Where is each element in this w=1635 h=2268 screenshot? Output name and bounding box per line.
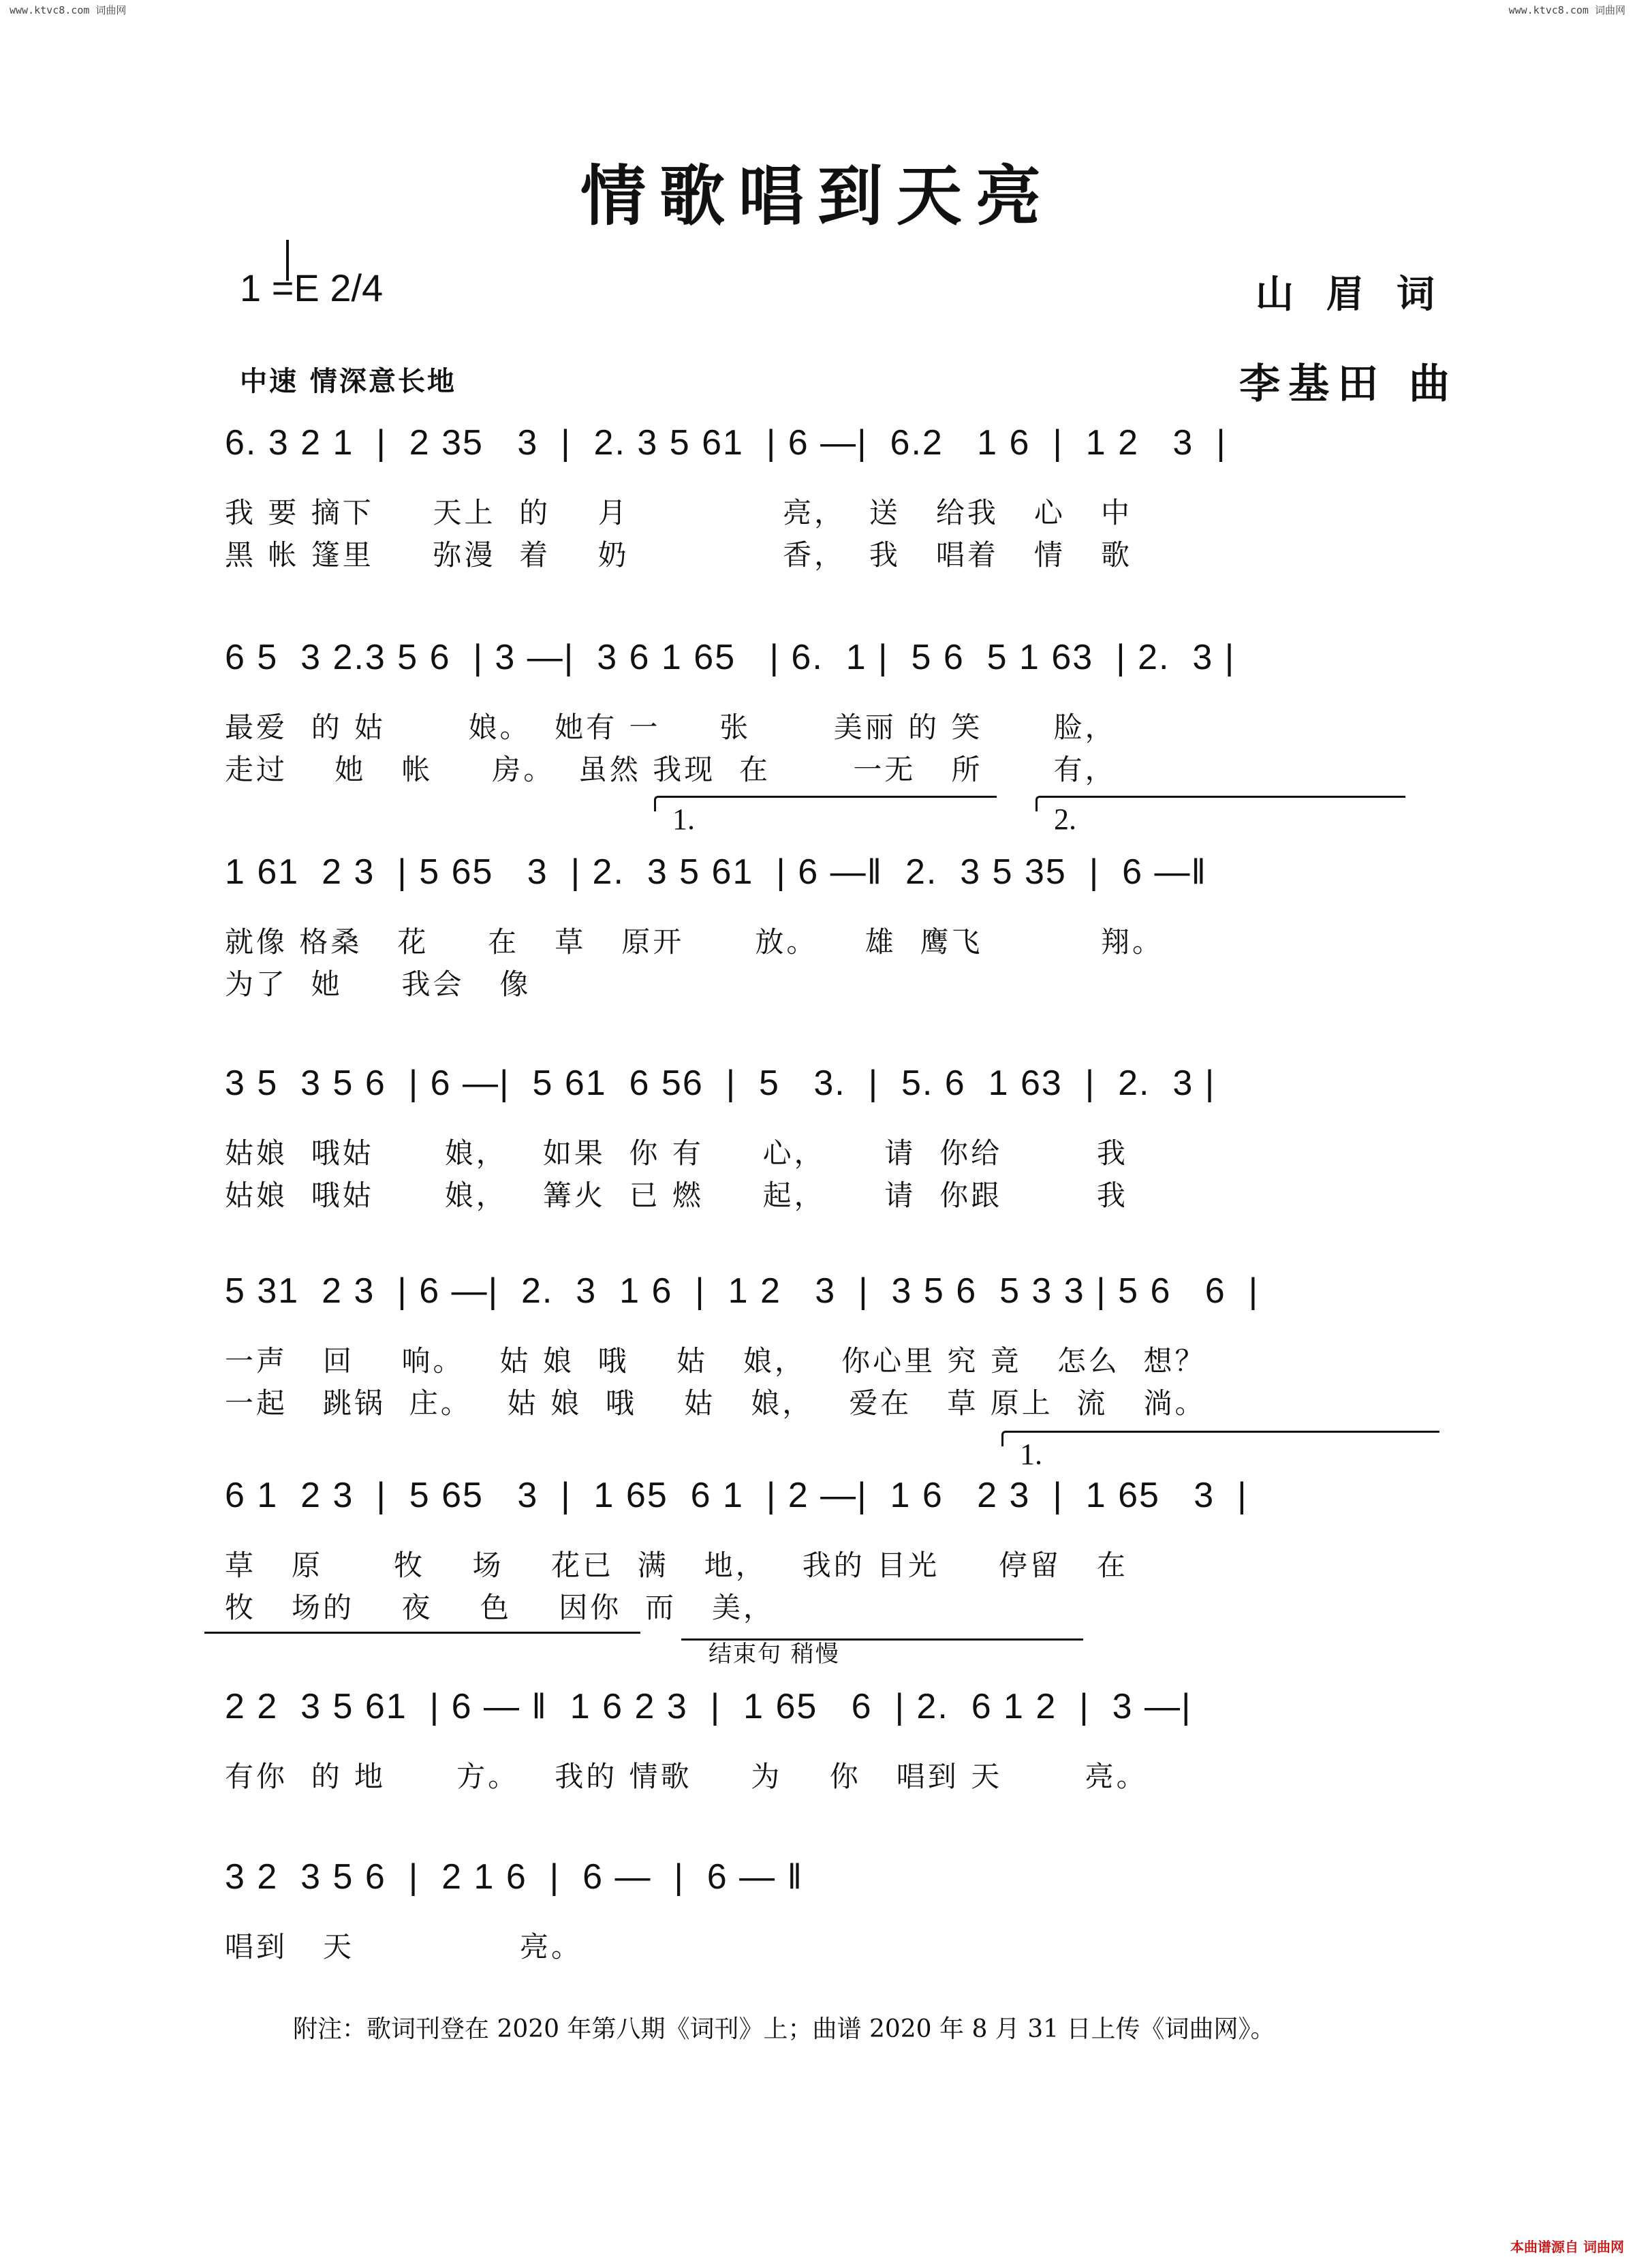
notation-line: 2 2 3 5 61 | 6 — ‖ 1 6 2 3 | 1 65 6 | 2. 6 1 2 | 3 —| — [225, 1687, 1192, 1726]
lyric-verse-1: 一声 回 响。 姑 娘 哦 姑 娘， 你心里 究 竟 怎么 想？ — [225, 1344, 1206, 1378]
site-header-right: www.ktvc8.com 词曲网 — [1508, 4, 1625, 16]
notation-line: 5 31 2 3 | 6 —| 2. 3 1 6 | 1 2 3 | 3 5 6 5 3 3 | 5 6 6 | — [225, 1271, 1260, 1311]
lyric-verse-2: 一起 跳锅 庄。 姑 娘 哦 姑 娘， 爱在 草 原上 流 淌。 — [225, 1386, 1206, 1420]
notation-line: 6 1 2 3 | 5 65 3 | 1 65 6 1 | 2 —| 1 6 2 3 | 1 65 3 | — [225, 1476, 1248, 1515]
volta-label: 1. — [672, 803, 695, 836]
notation-line: 3 5 3 5 6 | 6 —| 5 61 6 56 | 5 3. | 5. 6 1 63 | 2. 3 | — [225, 1063, 1216, 1103]
lyric-verse-2: 黑 帐 篷里 弥漫 着 奶 香， 我 唱着 情 歌 — [225, 538, 1132, 572]
lyric-verse-2: 走过 她 帐 房。 虽然 我现 在 一无 所 有， — [225, 753, 1117, 786]
lyric-verse-1: 唱到 天 亮。 — [225, 1930, 582, 1963]
volta-label: 1. — [1020, 1438, 1042, 1471]
lyric-verse-1: 草 原 牧 场 花已 满 地， 我的 目光 停留 在 — [225, 1549, 1128, 1582]
ending-bracket-left — [204, 1632, 640, 1634]
lyric-verse-1: 有你 的 地 方。 我的 情歌 为 你 唱到 天 亮。 — [225, 1760, 1148, 1793]
first-ending-bracket — [654, 796, 997, 836]
lyric-verse-1: 我 要 摘下 天上 的 月 亮， 送 给我 心 中 — [225, 496, 1132, 529]
lyric-verse-1: 最爱 的 姑 娘。 她有 一 张 美丽 的 笑 脸， — [225, 711, 1117, 744]
key-signature: 1 =E 2/4 — [240, 266, 384, 309]
lyric-verse-1: 姑娘 哦姑 娘， 如果 你 有 心， 请 你给 我 — [225, 1136, 1128, 1170]
lyric-verse-1: 就像 格桑 花 在 草 原开 放。 雄 鹰飞 翔。 — [225, 925, 1164, 959]
composer-credit: 李基田 曲 — [1239, 360, 1458, 408]
lyricist-credit: 山 眉 词 — [1256, 273, 1444, 317]
ending-phrase-label: 结束句 稍慢 — [708, 1641, 840, 1668]
notation-line: 6 5 3 2.3 5 6 | 3 —| 3 6 1 65 | 6. 1 | 5 6 5 1 63 | 2. 3 | — [225, 638, 1236, 677]
site-header-left: www.ktvc8.com 词曲网 — [10, 4, 127, 16]
footnote: 附注：歌词刊登在 2020 年第八期《词刊》上；曲谱 2020 年 8 月 31 日上传《词曲网》。 — [293, 2015, 1275, 2043]
notation-line: 1 61 2 3 | 5 65 3 | 2. 3 5 61 | 6 —‖ 2. 3 5 35 | 6 —‖ — [225, 852, 1207, 892]
song-title: 情歌唱到天亮 — [580, 158, 1055, 234]
tempo-marking: 中速 情深意长地 — [240, 366, 456, 397]
first-ending-bracket-2 — [1001, 1431, 1439, 1471]
lyric-verse-2: 为了 她 我会 像 — [225, 967, 531, 1001]
notation-line: 6. 3 2 1 | 2 35 3 | 2. 3 5 61 | 6 —| 6.2 1 6 | 1 2 3 | — [225, 423, 1227, 463]
source-stamp: 本曲谱源自 词曲网 — [1510, 2239, 1624, 2255]
second-ending-bracket — [1036, 796, 1405, 836]
volta-label: 2. — [1054, 803, 1076, 836]
lyric-verse-2: 姑娘 哦姑 娘， 篝火 已 燃 起， 请 你跟 我 — [225, 1179, 1128, 1212]
lyric-verse-2: 牧 场的 夜 色 因你 而 美， — [225, 1591, 775, 1624]
notation-line: 3 2 3 5 6 | 2 1 6 | 6 — | 6 — ‖ — [225, 1857, 804, 1897]
